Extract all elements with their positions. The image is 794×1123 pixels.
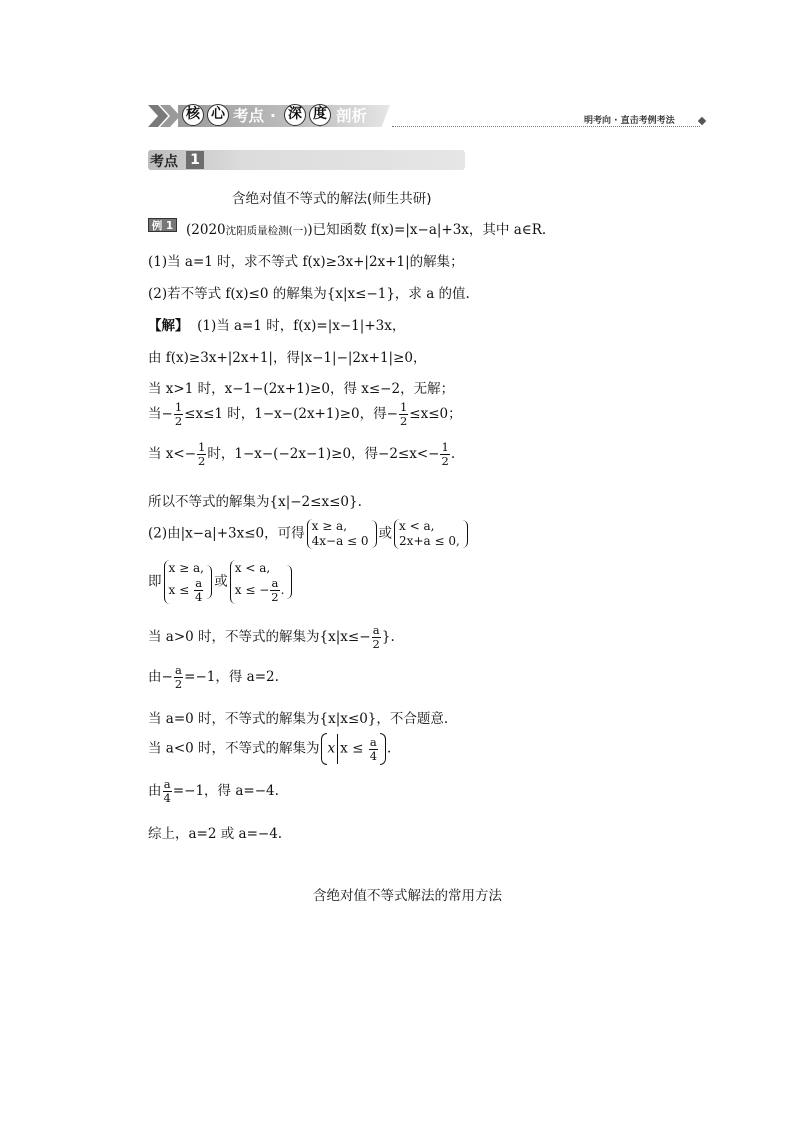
frac-den: 2 (271, 590, 279, 604)
bracket (206, 565, 212, 599)
banner-text-1: 考点 (233, 107, 265, 125)
text-seg: ≤x≤0； (409, 406, 462, 422)
text-seg: . (387, 740, 392, 757)
frac-num: a (372, 623, 380, 637)
solution-line-6: 所以不等式的解集为{x|−2≤x≤0}. (148, 494, 362, 510)
system-row: x < a, (399, 519, 435, 533)
banner-text-2: 剖析 (336, 107, 368, 125)
frac-num: 1 (441, 440, 449, 454)
frac-num: a (195, 576, 203, 590)
set-bar (337, 734, 338, 764)
inequality-system-1 (307, 519, 369, 549)
fraction (163, 778, 172, 805)
text-seg: 即 (148, 573, 162, 590)
frac-den: 4 (369, 748, 378, 763)
fraction (440, 441, 449, 468)
text-seg: ≤x≤1 时，1−x−(2x+1)≥0，得− (184, 406, 398, 422)
banner-dot: · (270, 107, 276, 125)
header-divider (392, 126, 700, 127)
fraction (174, 401, 183, 428)
frac-num: 1 (198, 440, 206, 454)
question-1: (1)当 a=1 时，求不等式 f(x)≥3x+|2x+1|的解集； (148, 254, 464, 270)
text-seg: 当 a<0 时，不等式的解集为 (148, 740, 320, 757)
inequality-system-4 (230, 560, 285, 604)
section-title: 含绝对值不等式的解法(师生共研) (232, 191, 432, 207)
text-seg: 当 x<− (148, 446, 197, 462)
text-seg: . (450, 446, 456, 462)
text-seg: x ≤ (340, 740, 368, 757)
system-row: x < a, (234, 561, 271, 575)
text-seg: }. (381, 629, 395, 645)
text-seg: . (280, 583, 285, 597)
text-seg: 当− (148, 406, 173, 422)
text-seg: =−1，得 a=2. (184, 669, 279, 685)
solution-line-13 (148, 778, 279, 805)
text-seg: 或 (214, 573, 228, 590)
system-row: x ≥ a, (168, 561, 204, 575)
solution-line-7 (148, 519, 470, 549)
text-seg: x ≤ − (234, 583, 270, 597)
example-source-name: 沈阳质量检测(一) (225, 225, 308, 237)
solution-line-1 (148, 314, 405, 334)
frac-num: a (163, 777, 171, 791)
text-seg: =−1，得 a=−4. (172, 783, 279, 799)
bracket (462, 520, 468, 548)
banner-char-1: 核 (182, 104, 204, 126)
banner-char-4: 度 (309, 104, 331, 126)
inequality-system-3 (164, 560, 205, 604)
text-seg: 时，1−x−(−2x−1)≥0，得−2≤x<− (207, 446, 440, 462)
section-banner (148, 101, 390, 131)
solution-line-3: 当 x>1 时，x−1−(2x+1)≥0，得 x≤−2，无解； (148, 381, 455, 397)
system-row: 2x+a ≤ 0, (399, 534, 460, 548)
fraction (270, 577, 279, 604)
fraction (372, 624, 381, 651)
text-seg: x (327, 740, 336, 757)
text-seg: (2)由|x−a|+3x≤0，可得 (148, 525, 305, 542)
frac-den: 2 (174, 677, 183, 691)
frac-num: 1 (399, 400, 408, 414)
banner-char-3: 深 (284, 104, 306, 126)
frac-den: 2 (441, 454, 449, 468)
solution-line-8 (148, 560, 294, 604)
diamond-icon (698, 117, 706, 125)
text-seg: 由 (148, 783, 162, 799)
solution-line-5 (148, 441, 455, 468)
solution-line-10 (148, 664, 279, 691)
fraction (369, 736, 378, 763)
frac-den: 2 (372, 637, 380, 651)
example-stem-text: )已知函数 f(x)=|x−a|+3x，其中 a∈R. (307, 222, 547, 238)
solution-text-1: (1)当 a=1 时，f(x)=|x−1|+3x， (197, 318, 406, 334)
fraction (399, 401, 408, 428)
example-source-year: (2020 (186, 222, 226, 238)
frac-den: 2 (174, 414, 183, 428)
solution-line-2: 由 f(x)≥3x+|2x+1|，得|x−1|−|2x+1|≥0， (148, 350, 427, 366)
solution-line-14: 综上，a=2 或 a=−4. (148, 826, 283, 842)
fraction (174, 664, 183, 691)
set-brace-left (321, 733, 327, 765)
frac-num: 1 (174, 400, 183, 414)
frac-den: 2 (399, 414, 408, 428)
text-seg: 或 (378, 525, 393, 542)
kaodian-label: 考点 (150, 154, 178, 170)
frac-den: 2 (198, 454, 206, 468)
solution-line-11: 当 a=0 时，不等式的解集为{x|x≤0}，不合题意. (148, 711, 449, 727)
solution-line-9 (148, 624, 395, 651)
fraction (194, 577, 203, 604)
frac-den: 4 (194, 590, 203, 604)
solution-line-4 (148, 401, 462, 428)
solution-line-12 (148, 733, 391, 765)
example-stem (186, 218, 546, 238)
example-label-box: 例 1 (148, 218, 177, 232)
fraction (197, 441, 206, 468)
banner-char-2: 心 (207, 104, 229, 126)
frac-num: a (271, 576, 279, 590)
inequality-system-2 (394, 519, 460, 549)
text-seg: x ≤ (168, 583, 193, 597)
bracket (286, 565, 292, 599)
text-seg: 由− (148, 669, 173, 685)
kaodian-number: 1 (186, 151, 204, 169)
frac-num: a (369, 734, 377, 749)
system-row (235, 577, 285, 604)
frac-den: 4 (163, 791, 171, 805)
system-row: 4x−a ≤ 0 (311, 534, 369, 548)
solution-head: 【解】 (148, 318, 189, 334)
bracket (371, 520, 377, 548)
question-2: (2)若不等式 f(x)≤0 的解集为{x|x≤−1}，求 a 的值. (148, 286, 470, 302)
text-seg: 当 a>0 时，不等式的解集为{x|x≤− (148, 629, 371, 645)
set-brace-right (380, 733, 386, 765)
system-row: x ≥ a, (311, 519, 348, 533)
subsection-title: 含绝对值不等式解法的常用方法 (313, 888, 502, 904)
frac-num: a (175, 663, 182, 677)
header-right-caption: 明考向 · 直击考例考法 (584, 116, 675, 126)
system-row (169, 577, 205, 604)
